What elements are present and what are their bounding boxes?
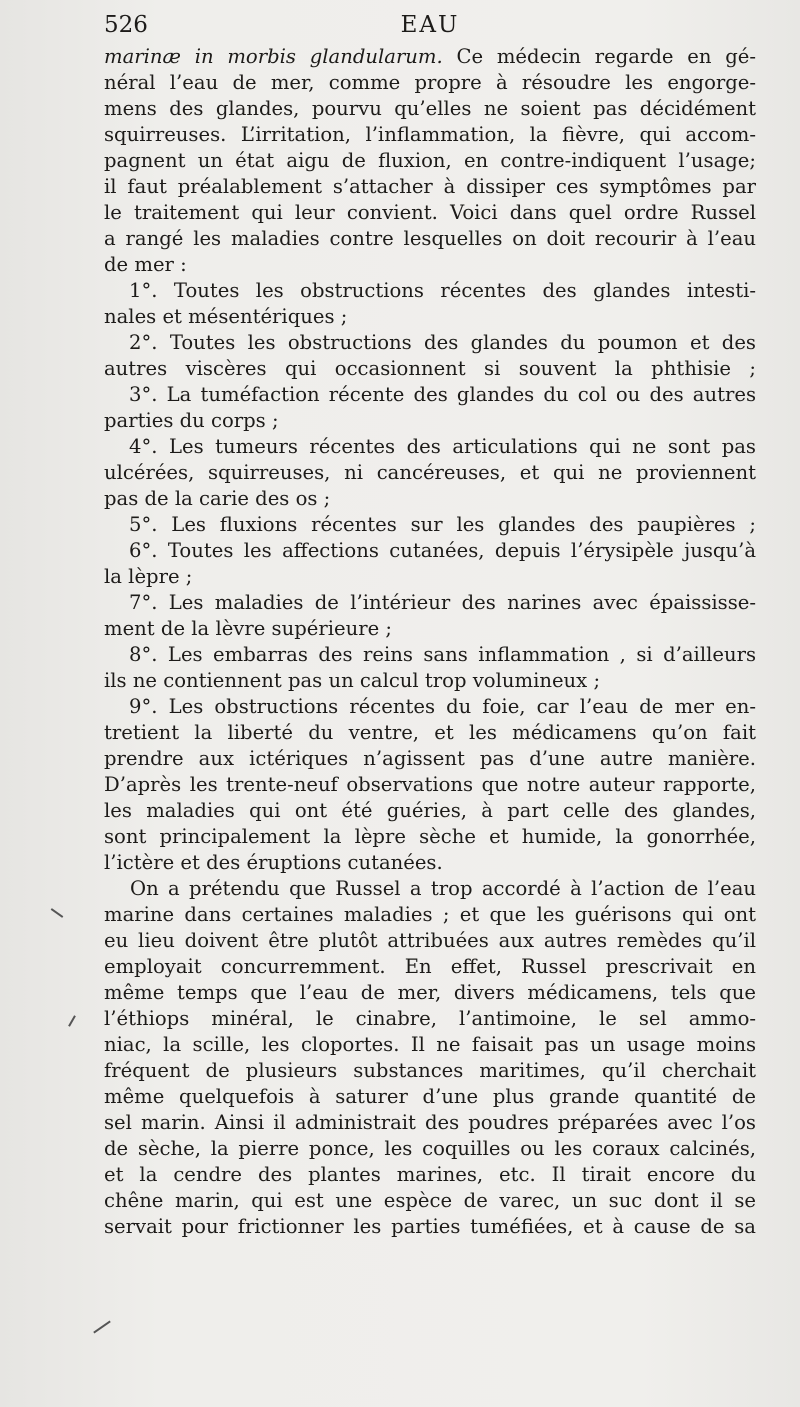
margin-mark: [51, 908, 64, 918]
text-line: squirreuses. L’irritation, l’inflammation, la fièvre, qui accom-: [104, 123, 756, 146]
text-line: niac, la scille, les cloportes. Il ne faisait pas un usage moins: [104, 1033, 756, 1056]
text-line: le traitement qui leur convient. Voici dans quel ordre Russel: [104, 201, 756, 224]
text-line: prendre aux ictériques n’agissent pas d’une autre manière.: [104, 747, 756, 770]
text-line: 7°. Les maladies de l’intérieur des narines avec épaississe-: [129, 591, 756, 614]
text-line: de sèche, la pierre ponce, les coquilles ou les coraux calcinés,: [104, 1137, 756, 1160]
text-line: sel marin. Ainsi il administrait des poudres préparées avec l’os: [104, 1111, 756, 1134]
text-line: l’éthiops minéral, le cinabre, l’antimoine, le sel ammo-: [104, 1007, 756, 1030]
text-line: On a prétendu que Russel a trop accordé à l’action de l’eau: [130, 877, 756, 900]
text-line: a rangé les maladies contre lesquelles on doit recourir à l’eau: [104, 227, 756, 250]
page-header: [104, 12, 756, 42]
text-line: l’ictère et des éruptions cutanées.: [104, 851, 443, 874]
text-line: les maladies qui ont été guéries, à part celle des glandes,: [104, 799, 756, 822]
text-line: mens des glandes, pourvu qu’elles ne soient pas décidément: [104, 97, 756, 120]
text-line: parties du corps ;: [104, 409, 279, 432]
text-line: ment de la lèvre supérieure ;: [104, 617, 393, 640]
text-line: 4°. Les tumeurs récentes des articulations qui ne sont pas: [129, 435, 756, 458]
text-line: D’après les trente-neuf observations que notre auteur rapporte,: [104, 773, 756, 796]
text-line: eu lieu doivent être plutôt attribuées aux autres remèdes qu’il: [104, 929, 756, 952]
text-line: même quelquefois à saturer d’une plus grande quantité de: [104, 1085, 756, 1108]
text-line: de mer :: [104, 253, 187, 276]
margin-mark: [68, 1015, 76, 1026]
text-line: même temps que l’eau de mer, divers médicamens, tels que: [104, 981, 756, 1004]
text-line: 2°. Toutes les obstructions des glandes du poumon et des: [129, 331, 756, 354]
text-line: pas de la carie des os ;: [104, 487, 331, 510]
text-line: autres viscères qui occasionnent si souvent la phthisie ;: [104, 357, 756, 380]
text-line: 3°. La tuméfaction récente des glandes du col ou des autres: [129, 383, 756, 406]
text-line: fréquent de plusieurs substances maritimes, qu’il cherchait: [104, 1059, 756, 1082]
text-line: il faut préalablement s’attacher à dissiper ces symptômes par: [104, 175, 756, 198]
text-line: 8°. Les embarras des reins sans inflammation , si d’ailleurs: [129, 643, 756, 666]
text-line: 9°. Les obstructions récentes du foie, car l’eau de mer en-: [129, 695, 756, 718]
text-line: tretient la liberté du ventre, et les médicamens qu’on fait: [104, 721, 756, 744]
text-line: 6°. Toutes les affections cutanées, depuis l’érysipèle jusqu’à: [129, 539, 756, 562]
text-line: chêne marin, qui est une espèce de varec, un suc dont il se: [104, 1189, 756, 1212]
running-head: EAU: [400, 12, 460, 38]
text-line: sont principalement la lèpre sèche et humide, la gonorrhée,: [104, 825, 756, 848]
page-number: 526: [104, 12, 148, 38]
text-line: 1°. Toutes les obstructions récentes des glandes intesti-: [129, 279, 756, 302]
text-line: et la cendre des plantes marines, etc. Il tirait encore du: [104, 1163, 756, 1186]
text-line: la lèpre ;: [104, 565, 193, 588]
text-line: marinæ in morbis glandularum. Ce médecin regarde en gé-: [104, 45, 756, 68]
text-line: pagnent un état aigu de fluxion, en contre-indiquent l’usage;: [104, 149, 756, 172]
text-line: ulcérées, squirreuses, ni cancéreuses, et qui ne proviennent: [104, 461, 756, 484]
margin-mark: [93, 1320, 111, 1333]
body-text: [104, 44, 756, 1240]
text-line: 5°. Les fluxions récentes sur les glandes des paupières ;: [129, 513, 756, 536]
text-line: ils ne contiennent pas un calcul trop volumineux ;: [104, 669, 601, 692]
text-line: néral l’eau de mer, comme propre à résoudre les engorge-: [104, 71, 756, 94]
text-line: nales et mésentériques ;: [104, 305, 348, 328]
text-line: employait concurremment. En effet, Russel prescrivait en: [104, 955, 756, 978]
text-line: servait pour frictionner les parties tuméfiées, et à cause de sa: [104, 1215, 756, 1238]
text-line: marine dans certaines maladies ; et que les guérisons qui ont: [104, 903, 756, 926]
